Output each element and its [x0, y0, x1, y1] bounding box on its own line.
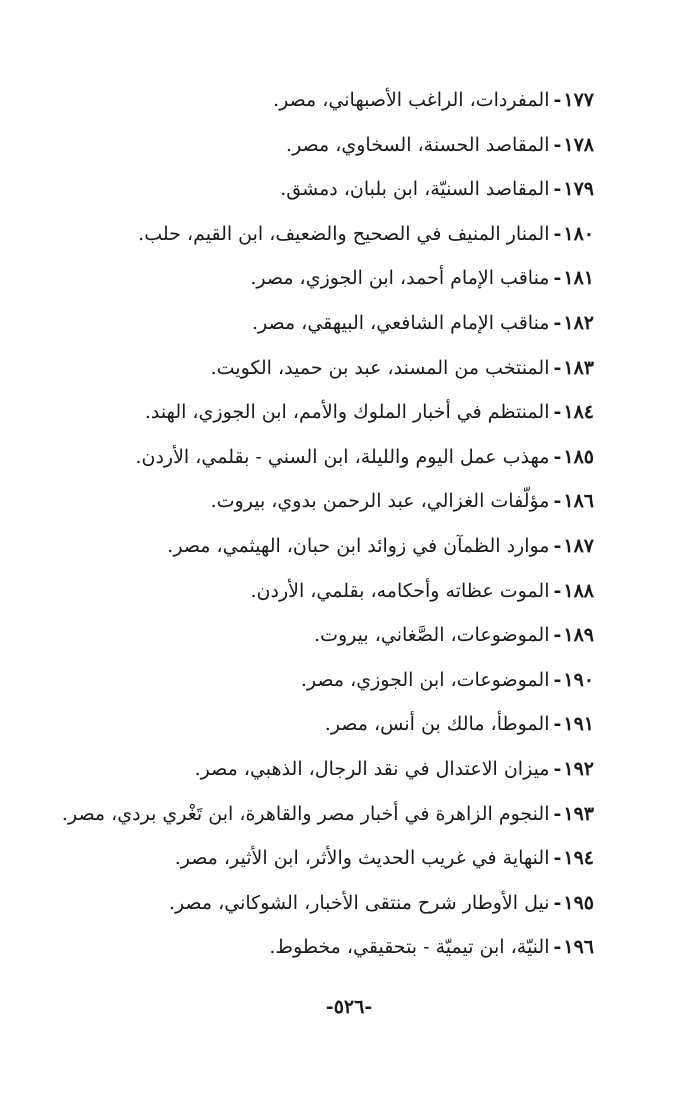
entry-text: النهاية في غريب الحديث والأثر، ابن الأثير، مصر. [174, 847, 550, 870]
bibliography-entry-195: ١٩٥-نيل الأوطار شرح منتقى الأخبار، الشوكاني، مصر. [168, 891, 594, 914]
entry-text: المنتخب من المسند، عبد بن حميد، الكويت. [210, 356, 550, 379]
entry-number: ١٨٢ [563, 311, 594, 334]
entry-text: المنتظم في أخبار الملوك والأمم، ابن الجوزي، الهند. [144, 401, 550, 424]
bibliography-entry-196: ١٩٦-النيّة، ابن تيميّة - بتحقيقي، مخطوط. [269, 936, 594, 959]
entry-number: ١٨٨ [563, 579, 594, 602]
entry-number: ١٩٥ [563, 891, 594, 914]
entry-number: ١٨٤ [563, 401, 594, 424]
bibliography-entry-178: ١٧٨-المقاصد الحسنة، السخاوي، مصر. [286, 133, 594, 156]
entry-text: النجوم الزاهرة في أخبار مصر والقاهرة، ابن تَغْري بردي، مصر. [61, 802, 550, 825]
entry-text: مناقب الإمام أحمد، ابن الجوزي، مصر. [250, 267, 550, 290]
entry-text: المقاصد الحسنة، السخاوي، مصر. [286, 133, 550, 156]
bibliography-entry-192: ١٩٢-ميزان الاعتدال في نقد الرجال، الذهبي، مصر. [194, 757, 594, 780]
entry-number: ١٨٩ [563, 624, 594, 647]
entry-text: المقاصد السنيّة، ابن بلبان، دمشق. [280, 178, 550, 201]
bibliography-entry-184: ١٨٤-المنتظم في أخبار الملوك والأمم، ابن الجوزي، الهند. [144, 401, 594, 424]
entry-text: مهذب عمل اليوم والليلة، ابن السني - بقلمي، الأردن. [135, 445, 550, 468]
entry-text: النيّة، ابن تيميّة - بتحقيقي، مخطوط. [269, 936, 550, 959]
bibliography-entry-185: ١٨٥-مهذب عمل اليوم والليلة، ابن السني - بقلمي، الأردن. [135, 445, 594, 468]
entry-text: المفردات، الراغب الأصبهاني، مصر. [273, 89, 550, 111]
entry-number: ١٧٧ [563, 89, 594, 111]
entry-number: ١٩١ [563, 713, 594, 736]
bibliography-entry-187: ١٨٧-موارد الظمآن في زوائد ابن حبان، الهيثمي، مصر. [167, 534, 594, 557]
entry-number: ١٧٨ [563, 133, 594, 156]
entry-number: ١٨٥ [563, 445, 594, 468]
entry-number: ١٩٢ [563, 757, 594, 780]
entry-number: ١٧٩ [563, 178, 594, 201]
bibliography-entry-188: ١٨٨-الموت عظاته وأحكامه، بقلمي، الأردن. [250, 579, 594, 602]
bibliography-entry-182: ١٨٢-مناقب الإمام الشافعي، البيهقي، مصر. [251, 311, 594, 334]
bibliography-entry-179: ١٧٩-المقاصد السنيّة، ابن بلبان، دمشق. [280, 178, 594, 201]
bibliography-entry-189: ١٨٩-الموضوعات، الصَّغاني، بيروت. [314, 624, 594, 647]
bibliography-entry-193: ١٩٣-النجوم الزاهرة في أخبار مصر والقاهرة، ابن تَغْري بردي، مصر. [61, 802, 594, 825]
entry-text: الموطأ، مالك بن أنس، مصر. [324, 713, 550, 736]
entry-number: ١٩٦ [563, 936, 594, 959]
bibliography-entry-190: ١٩٠-الموضوعات، ابن الجوزي، مصر. [300, 668, 594, 691]
bibliography-entry-181: ١٨١-مناقب الإمام أحمد، ابن الجوزي، مصر. [250, 267, 594, 290]
entry-text: موارد الظمآن في زوائد ابن حبان، الهيثمي، مصر. [167, 534, 550, 557]
entry-number: ١٨٧ [563, 534, 594, 557]
entry-text: نيل الأوطار شرح منتقى الأخبار، الشوكاني، مصر. [168, 891, 550, 914]
entry-text: ميزان الاعتدال في نقد الرجال، الذهبي، مصر. [194, 757, 550, 780]
entry-number: ١٨٣ [563, 356, 594, 379]
entry-text: الموت عظاته وأحكامه، بقلمي، الأردن. [250, 579, 550, 602]
page-number: -٥٢٦- [325, 996, 373, 1018]
entry-text: مناقب الإمام الشافعي، البيهقي، مصر. [251, 311, 550, 334]
bibliography-entry-186: ١٨٦-مؤلّفات الغزالي، عبد الرحمن بدوي، بيروت. [210, 490, 594, 513]
entry-number: ١٨١ [563, 267, 594, 290]
bibliography-entry-180: ١٨٠-المنار المنيف في الصحيح والضعيف، ابن القيم، حلب. [138, 222, 594, 245]
entry-text: المنار المنيف في الصحيح والضعيف، ابن القيم، حلب. [138, 222, 550, 245]
entry-number: ١٨٠ [563, 222, 594, 245]
entry-text: الموضوعات، الصَّغاني، بيروت. [314, 624, 550, 647]
entry-text: الموضوعات، ابن الجوزي، مصر. [300, 668, 550, 691]
entry-text: مؤلّفات الغزالي، عبد الرحمن بدوي، بيروت. [210, 490, 550, 513]
entry-number: ١٩٤ [563, 847, 594, 870]
entry-number: ١٩٣ [563, 802, 594, 825]
bibliography-entry-177: ١٧٧-المفردات، الراغب الأصبهاني، مصر. [273, 89, 594, 111]
bibliography-entry-191: ١٩١-الموطأ، مالك بن أنس، مصر. [324, 713, 594, 736]
bibliography-list [61, 78, 594, 970]
entry-number: ١٩٠ [563, 668, 594, 691]
bibliography-entry-183: ١٨٣-المنتخب من المسند، عبد بن حميد، الكويت. [210, 356, 594, 379]
entry-number: ١٨٦ [563, 490, 594, 513]
bibliography-entry-194: ١٩٤-النهاية في غريب الحديث والأثر، ابن الأثير، مصر. [174, 847, 594, 870]
